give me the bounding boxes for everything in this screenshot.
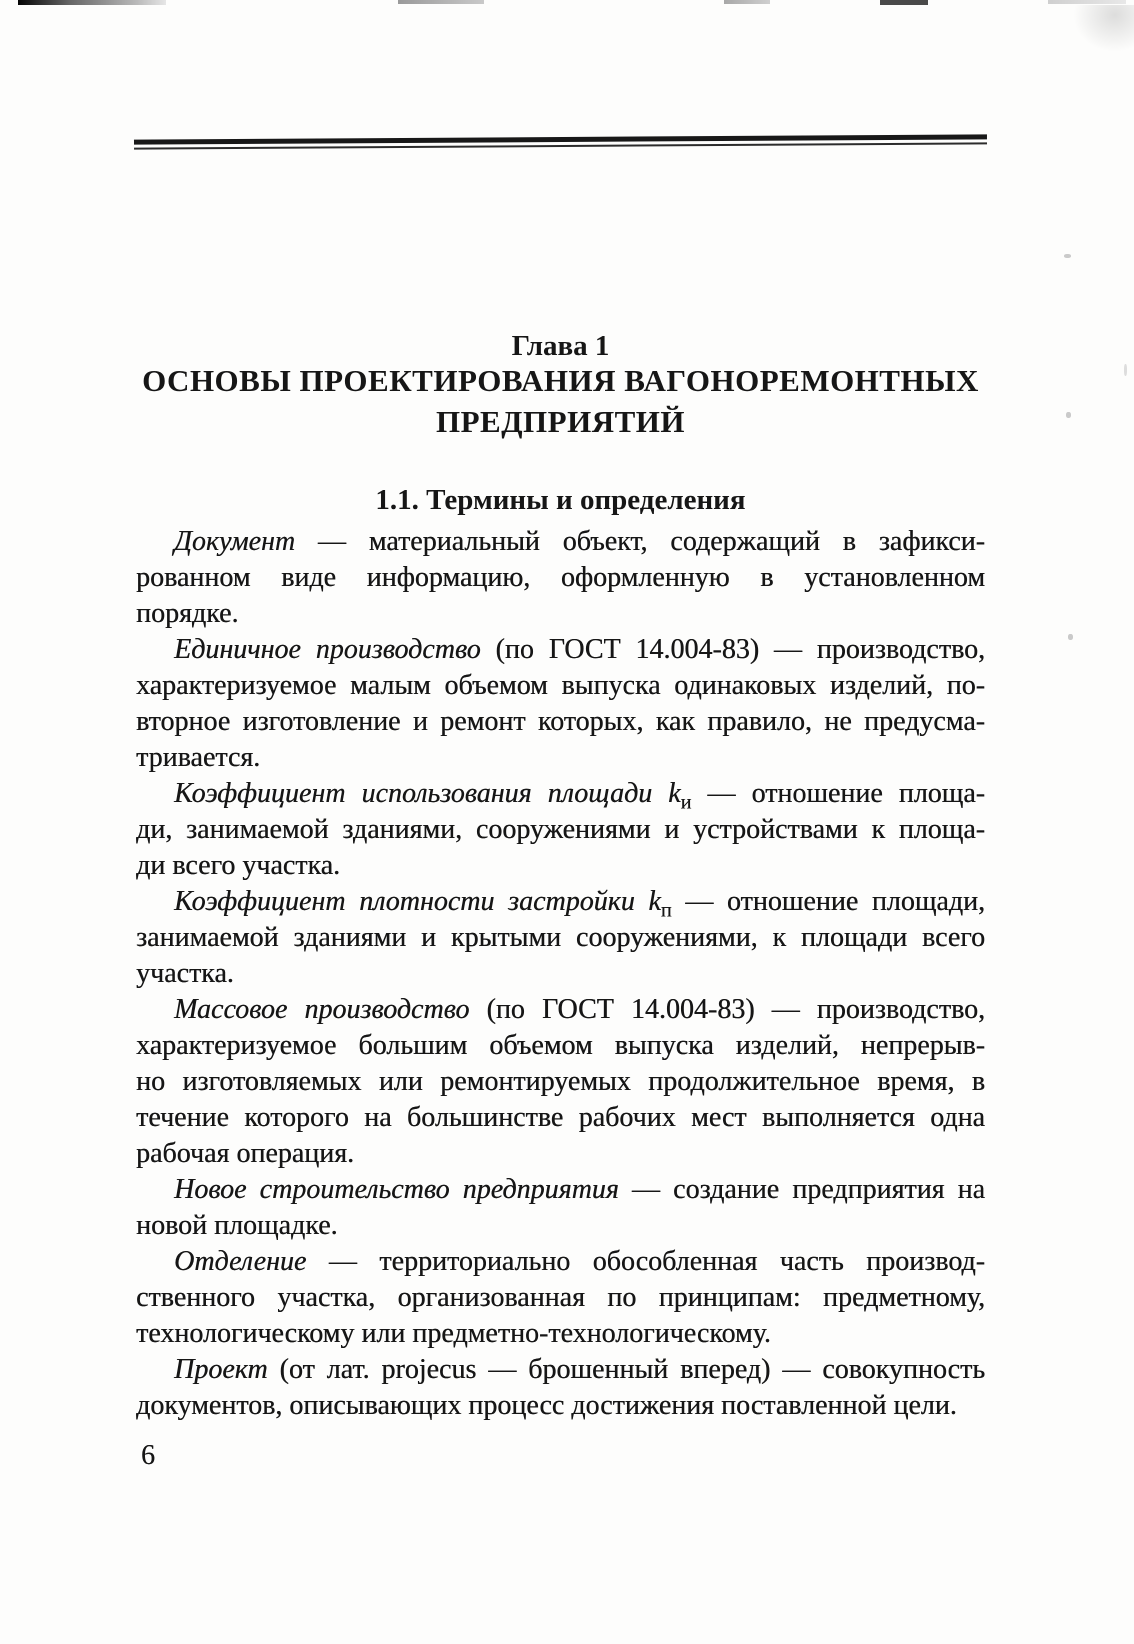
chapter-label: Глава 1 bbox=[511, 330, 610, 362]
text-line bbox=[136, 1244, 985, 1280]
scan-artifact bbox=[1070, 5, 1134, 55]
scan-artifact bbox=[1124, 364, 1127, 376]
header-double-rule bbox=[134, 134, 987, 149]
text-line bbox=[136, 956, 985, 992]
text-line bbox=[136, 776, 985, 812]
text-line bbox=[136, 632, 985, 668]
scan-artifact bbox=[724, 0, 770, 4]
scan-artifact bbox=[18, 0, 166, 5]
text-line bbox=[136, 740, 985, 776]
text-line bbox=[136, 1388, 985, 1424]
text-line bbox=[136, 1028, 985, 1064]
scan-artifact bbox=[1068, 634, 1073, 640]
text-line bbox=[136, 1100, 985, 1136]
text-run: документов, описывающих процесс достижения поставленной цели. bbox=[136, 1390, 957, 1421]
text-run: (по ГОСТ 14.004-83) — производство, bbox=[480, 634, 985, 665]
text-run: (от лат. projecus — брошенный вперед) — совокупность bbox=[267, 1354, 985, 1385]
term-italic: Отделение bbox=[174, 1246, 307, 1277]
text-run: порядке. bbox=[136, 598, 239, 629]
scan-artifact bbox=[1048, 0, 1126, 4]
text-run: — материальный объект, содержащий в зафикси- bbox=[295, 526, 985, 557]
text-line bbox=[136, 668, 985, 704]
text-run: новой площадке. bbox=[136, 1210, 338, 1241]
scan-artifact bbox=[1066, 412, 1071, 418]
page-number: 6 bbox=[141, 1440, 155, 1471]
term-italic: Массовое производство bbox=[174, 994, 470, 1025]
chapter-title bbox=[126, 360, 995, 442]
text-line bbox=[136, 560, 985, 596]
text-line bbox=[136, 992, 985, 1028]
text-line bbox=[136, 1208, 985, 1244]
text-line bbox=[136, 1316, 985, 1352]
text-line bbox=[136, 812, 985, 848]
text-line bbox=[136, 1280, 985, 1316]
subscript: п bbox=[660, 899, 672, 922]
text-line bbox=[136, 524, 985, 560]
text-run: ди, занимаемой зданиями, сооружениями и устройствами к площа- bbox=[136, 814, 985, 845]
text-run: тривается. bbox=[136, 742, 261, 773]
term-italic: Документ bbox=[174, 526, 296, 557]
text-run: характеризуемое большим объемом выпуска изделий, непрерыв- bbox=[136, 1030, 985, 1061]
subscript: и bbox=[680, 791, 692, 814]
chapter-title-line2: ПРЕДПРИЯТИЙ bbox=[435, 404, 685, 439]
text-run: течение которого на большинстве рабочих мест выполняется одна bbox=[136, 1102, 985, 1133]
text-run: вторное изготовление и ремонт которых, как правило, не предусма- bbox=[136, 706, 985, 737]
text-run: занимаемой зданиями и крытыми сооружениями, к площади всего bbox=[136, 922, 985, 953]
text-run: — отношение площа- bbox=[691, 778, 985, 809]
term-italic: Коэффициент использования площади k bbox=[174, 778, 681, 809]
scan-artifact bbox=[1064, 254, 1071, 258]
text-run: рабочая операция. bbox=[136, 1138, 355, 1169]
text-line bbox=[136, 1064, 985, 1100]
text-run: — создание предприятия на bbox=[618, 1174, 985, 1205]
text-line bbox=[136, 848, 985, 884]
term-italic: Единичное производство bbox=[174, 634, 481, 665]
text-run: технологическому или предметно-технологическому. bbox=[136, 1318, 771, 1349]
text-run: характеризуемое малым объемом выпуска одинаковых изделий, по- bbox=[136, 670, 985, 701]
text-line bbox=[136, 596, 985, 632]
text-line bbox=[136, 1136, 985, 1172]
chapter-title-line1: ОСНОВЫ ПРОЕКТИРОВАНИЯ ВАГОНОРЕМОНТНЫХ bbox=[142, 363, 979, 398]
text-run: участка. bbox=[136, 958, 234, 989]
text-line bbox=[136, 884, 985, 920]
text-run: — территориально обособленная часть производ- bbox=[306, 1246, 985, 1277]
scan-artifact bbox=[880, 0, 928, 5]
section-heading: 1.1. Термины и определения bbox=[375, 484, 746, 516]
text-line bbox=[136, 920, 985, 956]
term-italic: Коэффициент плотности застройки k bbox=[174, 886, 661, 917]
text-run: ственного участка, организованная по принципам: предметному, bbox=[136, 1282, 985, 1313]
text-line bbox=[136, 704, 985, 740]
scan-artifact bbox=[398, 0, 484, 4]
term-italic: Новое строительство предприятия bbox=[174, 1174, 619, 1205]
text-line bbox=[136, 1172, 985, 1208]
text-run: рованном виде информацию, оформленную в установленном bbox=[136, 562, 985, 593]
text-line bbox=[136, 1352, 985, 1388]
text-run: но изготовляемых или ремонтируемых продолжительное время, в bbox=[136, 1066, 985, 1097]
text-run: ди всего участка. bbox=[136, 850, 341, 881]
text-run: (по ГОСТ 14.004-83) — производство, bbox=[469, 994, 985, 1025]
term-italic: Проект bbox=[174, 1354, 268, 1385]
text-run: — отношение площади, bbox=[671, 886, 985, 917]
body-text bbox=[136, 524, 985, 1424]
